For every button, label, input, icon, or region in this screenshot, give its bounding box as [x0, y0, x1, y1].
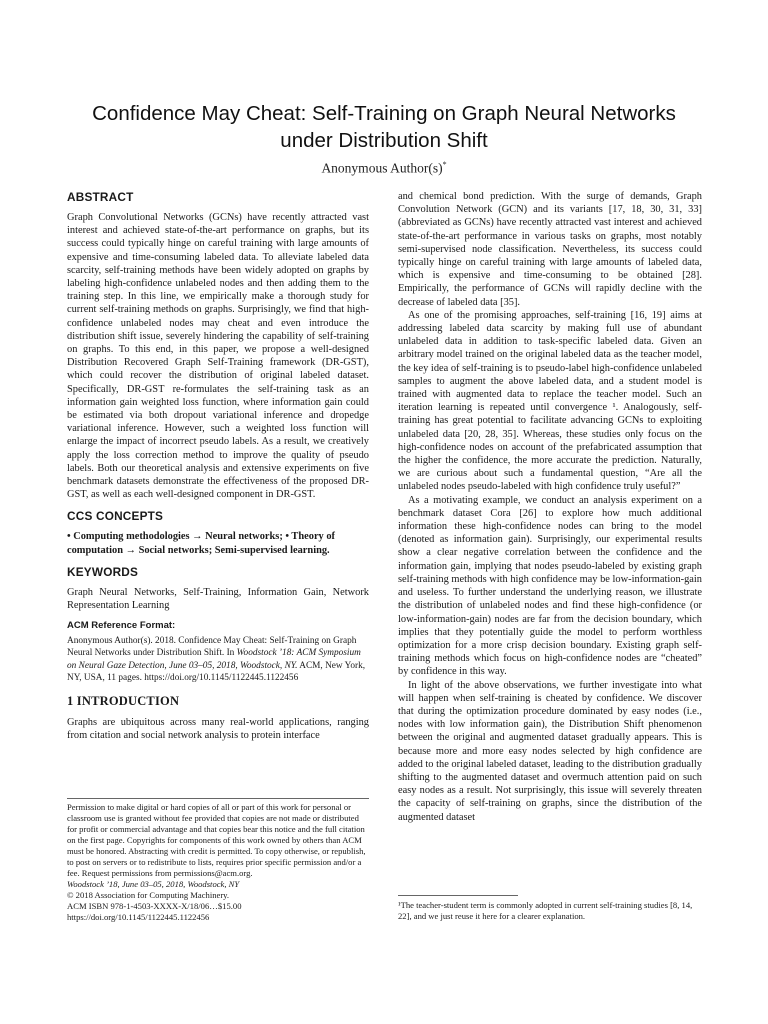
- intro-para-4: In light of the above observations, we further investigate into what will happen when self-training is cheated by confidence. We discover that during the optimization procedure dominated by easy nodes (i.e., nodes with low information gain), the Distribution Shift phenomenon between the original and augmented dataset gradually appears. This is because more and more easy nodes selected by high confidence are added to the original labeled dataset, leading to the distribution gradually shifting to the augmented dataset and overmuch attention paid on such easy nodes as a result. Not surprisingly, this issue will severely threaten the capacity of self-training on graphs, since the distribution of the augmented dataset: [398, 679, 702, 823]
- permission-doi: https://doi.org/10.1145/1122445.1122456: [67, 912, 210, 922]
- author-line: [0, 160, 768, 177]
- acm-ref-venue: Woodstock ’18: ACM Symposium on Neural Gaze Detection, June 03–05, 2018, Woodstock, NY.: [67, 648, 361, 671]
- permission-text: Permission to make digital or hard copies of all or part of this work for personal or classroom use is granted without fee provided that copies are not made or distributed for profit or commercial advantage and that copies bear this notice and the full citation on the first page. Copyrights for components of this work owned by others than ACM must be honored. Abstracting with credit is permitted. To copy otherwise, or republish, to post on servers or to redistribute to lists, requires prior specific permission and/or a fee. Request permissions from permissions@acm.org.: [67, 802, 366, 878]
- intro-para-2: As one of the promising approaches, self-training [16, 19] aims at addressing labeled data scarcity by making full use of abundant unlabeled data in addition to task-specific labeled data. Given an arbitrary model trained on the original labeled data as the teacher model, the key idea of self-training is to pseudo-label high-confidence unlabeled samples to augment the above labeled data, and a student model is trained with augmented data to replace the teacher model. Such an iteration learning is repeated until convergence ¹. Analogously, self-training has great potential to facilitate advancing GCNs to exploiting unlabeled data [20, 28, 35]. Whereas, these studies only focus on the high-confidence nodes on account of the prefabricated assumption that the higher the confidence, the more accurate the prediction. Naturally, we are curious about such a fundamental question, “Are all the unlabeled nodes pseudo-labeled with high confidence truly useful?”: [398, 309, 702, 493]
- intro-para-1: and chemical bond prediction. With the surge of demands, Graph Convolution Network (GCN) and its variants [17, 18, 30, 31, 33] (abbreviated as GCNs) have recently attracted vast interest and achieved state-of-the-art performance in various tasks on graphs, most notably semi-supervised node classification. Nevertheless, its success could typically hinge on careful training with large amounts of labeled data, which is expensive and time-consuming to be obtained [28]. Empirically, the performance of GCNs will rapidly decline with the decrease of labeled data [35].: [398, 191, 702, 308]
- footnote-block: [398, 889, 702, 922]
- acm-ref-heading: ACM Reference Format:: [67, 620, 176, 632]
- abstract-text: Graph Convolutional Networks (GCNs) have recently attracted vast interest and achieved state-of-the-art performance on graphs, but its success could typically hinge on careful training with large amounts of expensive and time-consuming labeled data. To alleviate labeled data scarcity, self-training methods have been widely adopted on graphs by labeling high-confidence unlabeled nodes and then adding them to the training step. In this line, we empirically make a thorough study for current self-training methods on graphs. Surprisingly, we find that high-confidence unlabeled nodes may cheat and even introduce the distribution shift issue, severely hindering the capability of self-training on graphs. To this end, in this paper, we propose a well-designed Distribution Recovered Graph Self-Training framework (DR-GST), which could recover the distribution of original labeled dataset. Specifically, DR-GST re-formulates the self-training task as an information gain weighted loss function, where information gain could be estimated via both dropout variational inference and dropedge variational inference. However, such a weighted loss function will enlarge the impact of incorrect pseudo labels. As a result, we creatively apply the loss correction method to improve the quality of pseudo labels. Both our theoretical analysis and extensive experiments on five benchmark datasets demonstrate the effectiveness of the proposed DR-GST, as well as each well-designed component in DR-GST.: [67, 212, 369, 501]
- right-column: [398, 190, 702, 824]
- left-column: [67, 190, 369, 743]
- abstract-heading: ABSTRACT: [67, 190, 134, 204]
- author-name: Anonymous Author(s): [321, 160, 443, 176]
- ccs-text: • Computing methodologies → Neural networks; • Theory of computation → Social networks; Semi-supervised learning.: [67, 531, 336, 556]
- keywords-heading: KEYWORDS: [67, 564, 139, 579]
- title-line-2: under Distribution Shift: [280, 129, 488, 152]
- footnote-text: ¹The teacher-student term is commonly adopted in current self-training studies [8, 14, 22], and we just reuse it here for a clearer explanation.: [398, 900, 693, 921]
- acm-ref-part-b: ACM, New York, NY, USA, 11 pages. https://doi.org/10.1145/1122445.1122456: [67, 660, 366, 683]
- ccs-heading: CCS CONCEPTS: [67, 509, 164, 524]
- permission-venue: Woodstock ’18, June 03–05, 2018, Woodstock, NY: [67, 879, 240, 889]
- author-marker: *: [442, 160, 447, 169]
- intro-para-3: As a motivating example, we conduct an analysis experiment on a benchmark dataset Cora [26] to explore how much additional information these high-confidence nodes can bring to the model (denoted as information gain). Surprisingly, our experimental results show a clear negative correlation between the confidence and the information gain, implying that nodes pseudo-labeled by existing graph self-training methods with high confidence may be low-information-gain and useless. To further understand the underlying reason, we illustrate the distribution of unlabeled nodes and find these high-confidence (or low-information-gain) nodes are far from the decision boundary, which implies that they potentially guide the model to perform worthless optimization for a more crisp decision boundary. Existing graph self-training methods which focus on high-confidence nodes are “cheated” by confidence in this way.: [398, 494, 702, 678]
- title-line-1: Confidence May Cheat: Self-Training on Graph Neural Networks: [92, 102, 676, 125]
- permission-rule: [67, 798, 369, 799]
- keywords-text: Graph Neural Networks, Self-Training, Information Gain, Network Representation Learning: [67, 586, 369, 612]
- acm-ref-text: [67, 635, 369, 684]
- intro-text: Graphs are ubiquitous across many real-world applications, ranging from citation and social network analysis to protein interface: [67, 717, 369, 742]
- paper-title: [40, 100, 728, 154]
- permission-block: [67, 798, 369, 923]
- footnote-rule: [398, 895, 518, 896]
- permission-copyright: © 2018 Association for Computing Machinery.: [67, 890, 230, 900]
- acm-ref-part-a: Anonymous Author(s). 2018. Confidence May Cheat: Self-Training on Graph Neural Networks under Distribution Shift. In: [67, 636, 357, 659]
- intro-heading: 1 INTRODUCTION: [67, 694, 180, 709]
- permission-isbn: ACM ISBN 978-1-4503-XXXX-X/18/06…$15.00: [67, 901, 242, 911]
